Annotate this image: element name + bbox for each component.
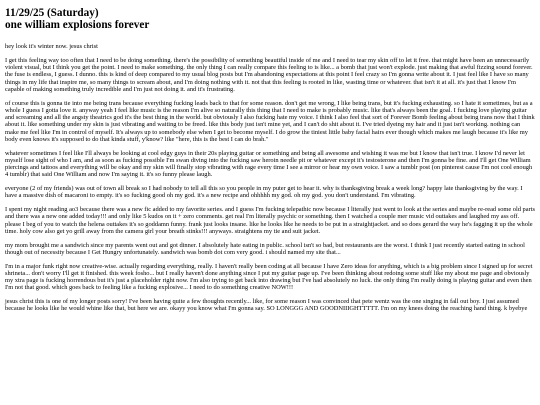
post-header <box>5 8 535 31</box>
post-paragraph: whatever sometimes I feel like I'll always be looking at cool edgy guys in their 20s playing guitar or something and being all awesome and wishing it was me but I know that isn't true. I know I'd never let myself lose sight of who I am, and as soon as fucking possible I'm swan diving into the fucking saw heroin needle pit or whatever except it's testosterone and then I'm gonna be fine. and I'll get One William piercings and tattoos and everything will be okay and my skin will finally stop vibrating with rage every time I see a mirror or hear my own voice. I saw a tumblr post (on pinterest cause I'm not cool enough 4 tumblr) that said One William and now I'm saying it. it's so funny please laugh. <box>5 149 533 179</box>
post-paragraph: everyone (2 of my friends) was out of town all break so I had nobody to tell all this so you people in my puter get to hear it. why is thanksgiving break a week long? happy late thanksgiving by the way. I have a massive dish of macaroni to empty. it's so fucking good oh my god. it's a new recipe and ohhhhh my god. oh my god. you don't understand. I'm vibrating. <box>5 185 523 200</box>
post-paragraph: hey look it's winter now. jesus christ <box>5 43 98 50</box>
post-paragraph: jesus christ this is one of my longer posts sorry! I've been having quite a few thoughts recently... like, for some reason I was convinced that pete wentz was the one singing in fall out boy. I just assumed because he looks like he would whine like that, but here we are. okayy you know what I'm gonna say. SO LONGGG AND GOODNIIIGHTTTTT. I'm on my knees doing the reaching hand thing. k byebye <box>5 298 528 313</box>
post-title: one william explosions forever <box>5 18 150 31</box>
post-body <box>5 43 535 313</box>
post-paragraph: I spent my night reading ao3 because there was a new fic added to my favorite series. and I guess I'm fucking telepathic now because I literally just went to look at the series and maybe re-read some old parts and there was a new one added today!!! and only like 5 kudos on it + zero comments. get real I'm literally psychic or something. then I watched a couple mer music vid outtakes and laughed my ass off. please I beg of you to watch the helena outtakes it's so goddamn funny. frank just looks insane. like he looks like he needs to be put in a straightjacket. and so does gerard the way he's fagging it up the whole time. holy cow also get yo grill away from the camera girl your breath stinks!!! anyways. straightens my tie and suit jacket. <box>5 206 535 235</box>
post-paragraph: of course this is gonna tie into me being trans because everything fucking leads back to that for some reason. don't get me wrong, I like being trans, but it's fucking exhausting. so I hate it sometimes, but as a whole I guess I gotta love it. anyway yeah I feel like music is the reason I'm alive so naturally this thing that I need to make is probably music. like that's always been the goal. I fucking love playing guitar and screaming and all the angsty theatrics god it's the best thing in the world. but obviously I also fucking hate my voice. I think I also feel that sort of Forever Bomb feeling about being trans now that I think about it. like something under my skin is just vibrating and waiting to be freed. like this body just isn't mine yet, and I can't do shit about it. I've tried dyeing my hair and it just isn't working. nothing can make me feel like I'm in control of myself. It's always up to somebody else when I get to become myself. I do grow the tiniest little baby facial hairs ever though which makes me laugh because it's like my body even knows it's supposed to do that kinda stuff, y'know? like "here, this is the best I can do brah." <box>5 99 535 143</box>
post-paragraph: I'm in a major funk right now creative-wise. actually regarding everything, really. I haven't really been coding at all because I have Zero ideas for anything, which is a big problem since I signed up for secret shrineta... don't worry I'll get it finished. this week fosho... but I really haven't done anything since I put my guitar page up. I've been thinking about redoing some stuff like my about me page and obviously my xtra page is fucking horrendous but it's just a placeholder right now. I'm also trying to get back into drawing but I've had absolutely no luck. the only thing I'm really doing is playing guitar and even then I'm not that good. which goes back to feeling like a fucking explosive... I need to do something creative NOW!!! <box>5 262 533 292</box>
post-paragraph: I get this feeling way too often that I need to be doing something. there's the possibility of something beautiful inside of me and I need to tear my skin off to let it free. that might have been an unnecessarily violent visual, but I think you get the point. I need to make something. the only thing I can really compare this feeling to is like... a bomb that just won't explode. just making that awful fizzing sound forever. the fuse is endless, I guess. I dunno. this is kind of deep compared to my usual blog posts but I'm abandoning expectations at this point I feel crazy so I'm gonna write about it. I just feel like I have so many things in my life that inspire me, so many things to scream about, and I'm doing nothing with it. not that this feeling is rooted in like, wasting time or whatever. that isn't it at all. it's just that I know I'm capable of making something truly incredible and I'm just not doing it. and it's frustrating. <box>5 56 533 93</box>
post-paragraph: my mom brought me a sandwich since my parents went out and got dinner. I absolutely hate eating in public. school isn't so bad, but restaurants are the worst. I think I just recently started eating in school though out of necessity because I Get Hungry unfortunately. sandwich was bomb dot com very good. i should named my site that... <box>5 241 525 256</box>
post-date: 11/29/25 (Saturday) <box>5 7 99 19</box>
